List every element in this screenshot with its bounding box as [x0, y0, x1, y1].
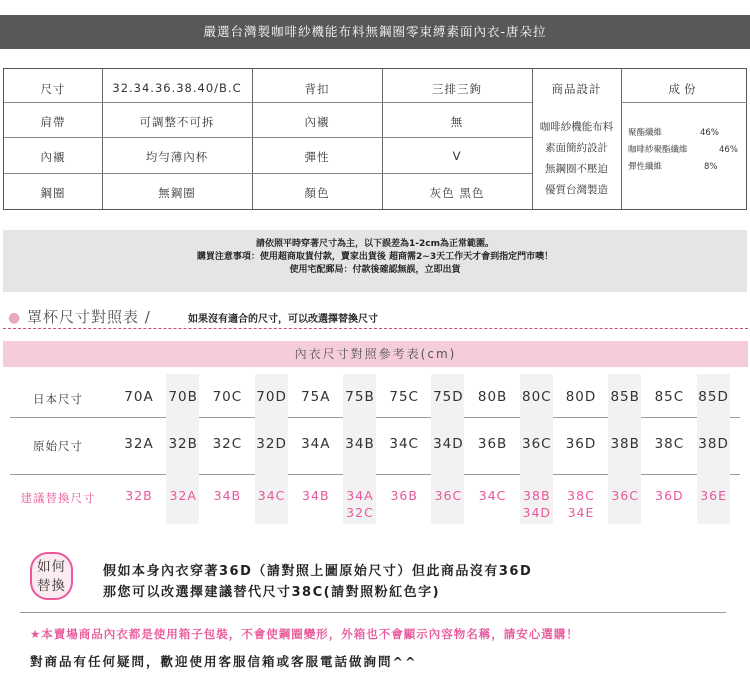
- bullet-dot-icon: ●: [8, 310, 22, 326]
- wire-label: 鋼圈: [40, 186, 66, 200]
- suggested-size-cell: 36E: [700, 488, 727, 503]
- suggested-size-cell: 34B: [302, 488, 330, 503]
- size-label: 尺寸: [40, 82, 66, 96]
- notice-line: 使用宅配郵局：付款後確認無誤，立即出貨: [289, 265, 461, 275]
- suggested-size-cell: 36B: [390, 488, 418, 503]
- suggested-size-cell: 34B: [213, 488, 242, 503]
- original-size-cell: 32D: [256, 436, 287, 452]
- composition-row: 彈性纖維 8%: [628, 162, 718, 172]
- qa-line-2: 那您可以改選擇建議替代尺寸38C(請對照粉紅色字): [103, 585, 441, 600]
- suggested-size-cell: 34C: [257, 488, 286, 503]
- composition-list: [628, 125, 746, 176]
- lining-value: 無: [450, 115, 464, 129]
- product-title-bar: [0, 15, 750, 49]
- footer-contact-note: 對商品有任何疑問，歡迎使用客服信箱或客服電話做詢問^^: [30, 654, 418, 669]
- japan-size-cell: 85D: [698, 389, 729, 405]
- suggested-size-cell: 38C 34E: [567, 488, 595, 520]
- japan-size-cell: 75C: [389, 389, 419, 405]
- original-size-cell: 32B: [168, 436, 198, 452]
- original-size-cell: 38D: [698, 436, 729, 452]
- section-subtitle: 如果沒有適合的尺寸，可以改選擇替換尺寸: [188, 314, 378, 325]
- suggested-size-cell: 32B: [125, 488, 153, 503]
- suggested-size-cell: 36D: [655, 488, 684, 503]
- original-size-cell: 34A: [301, 436, 331, 452]
- design-line: 咖啡紗機能布料: [539, 121, 614, 133]
- notice-line: 請依照平時穿著尺寸為主，以下誤差為1-2cm為正常範圍。: [256, 239, 494, 249]
- stretch-label: 彈性: [304, 150, 330, 164]
- design-line: 素面簡約設計: [545, 142, 608, 154]
- japan-size-cell: 75B: [345, 389, 375, 405]
- suggested-size-cell: 34C: [478, 488, 507, 503]
- notice-line: 購買注意事項：使用超商取貨付款，賣家出貨後 超商需2~3天工作天才會到指定門市噢！: [196, 252, 554, 262]
- how-to-replace-badge: 如何 替換: [30, 552, 73, 600]
- padding-value: 均勻薄內杯: [145, 150, 209, 164]
- suggested-size-cell: 38B 34D: [522, 488, 552, 520]
- suggested-size-cell: 36C: [434, 488, 463, 503]
- japan-size-cell: 70A: [124, 389, 154, 405]
- qa-divider: [20, 612, 726, 613]
- original-size-cell: 34C: [389, 436, 419, 452]
- strap-value: 可調整不可拆: [139, 115, 215, 129]
- row-label-japan: 日本尺寸: [33, 392, 83, 406]
- japan-size-cell: 75D: [433, 389, 464, 405]
- color-value: 灰色 黑色: [429, 186, 485, 200]
- original-size-cell: 38C: [654, 436, 685, 452]
- japan-size-cell: 85C: [654, 389, 685, 405]
- design-line: 無鋼圈不壓迫: [545, 163, 608, 175]
- strap-label: 肩帶: [40, 115, 66, 129]
- row-label-original: 原始尺寸: [33, 439, 83, 453]
- japan-size-cell: 80C: [521, 389, 552, 405]
- size-value: 32.34.36.38.40/B.C: [112, 81, 242, 95]
- section-title: ● 罩杯尺寸對照表 /: [8, 308, 151, 326]
- suggested-size-cell: 36C: [611, 488, 639, 503]
- design-line: 優質台灣製造: [545, 184, 608, 196]
- stretch-value: V: [452, 149, 462, 163]
- original-size-cell: 36D: [565, 436, 597, 452]
- design-label: 商品設計: [551, 82, 602, 96]
- composition-label: 成份: [668, 82, 700, 96]
- japan-size-cell: 70D: [256, 389, 287, 405]
- japan-size-cell: 70C: [212, 389, 243, 405]
- row-label-suggested: 建議替換尺寸: [20, 491, 96, 505]
- japan-size-cell: 75A: [301, 389, 331, 405]
- japan-size-cell: 80B: [477, 389, 508, 405]
- spec-table: [3, 68, 747, 210]
- design-features: [532, 117, 621, 201]
- suggested-size-cell: 32A: [169, 488, 197, 503]
- dashed-divider: [3, 328, 748, 329]
- qa-line-1: 假如本身內衣穿著36D（請對照上圖原始尺寸）但此商品沒有36D: [103, 564, 533, 579]
- suggested-size-cell: 34A 32C: [346, 488, 374, 520]
- lining-label: 內襯: [304, 115, 330, 129]
- original-size-cell: 32A: [124, 436, 154, 452]
- size-table-header: 內衣尺寸對照參考表(cm): [3, 341, 748, 367]
- original-size-cell: 34B: [345, 436, 375, 452]
- original-size-cell: 36C: [521, 436, 552, 452]
- japan-size-cell: 85B: [610, 389, 640, 405]
- packaging-warning: ★本賣場商品內衣都是使用箱子包裝，不會使鋼圈變形，外箱也不會顯示內容物名稱，請安心選購！: [30, 627, 579, 641]
- purchase-notice: [3, 230, 747, 292]
- color-label: 顏色: [304, 186, 330, 200]
- back-value: 三排三鉤: [432, 82, 482, 96]
- composition-row: 聚酯纖維 46%: [628, 128, 719, 138]
- original-size-cell: 36B: [477, 436, 508, 452]
- japan-size-cell: 70B: [168, 389, 198, 405]
- japan-size-cell: 80D: [565, 389, 597, 405]
- wire-value: 無鋼圈: [158, 186, 196, 200]
- padding-label: 內襯: [40, 150, 66, 164]
- original-size-cell: 34D: [433, 436, 464, 452]
- product-title: 嚴選台灣製咖啡紗機能布料無鋼圈零束縛素面內衣-唐朵拉: [203, 24, 547, 39]
- composition-row: 咖啡紗聚酯纖維 46%: [628, 145, 738, 155]
- original-size-cell: 32C: [212, 436, 243, 452]
- back-label: 背扣: [304, 82, 330, 96]
- original-size-cell: 38B: [610, 436, 640, 452]
